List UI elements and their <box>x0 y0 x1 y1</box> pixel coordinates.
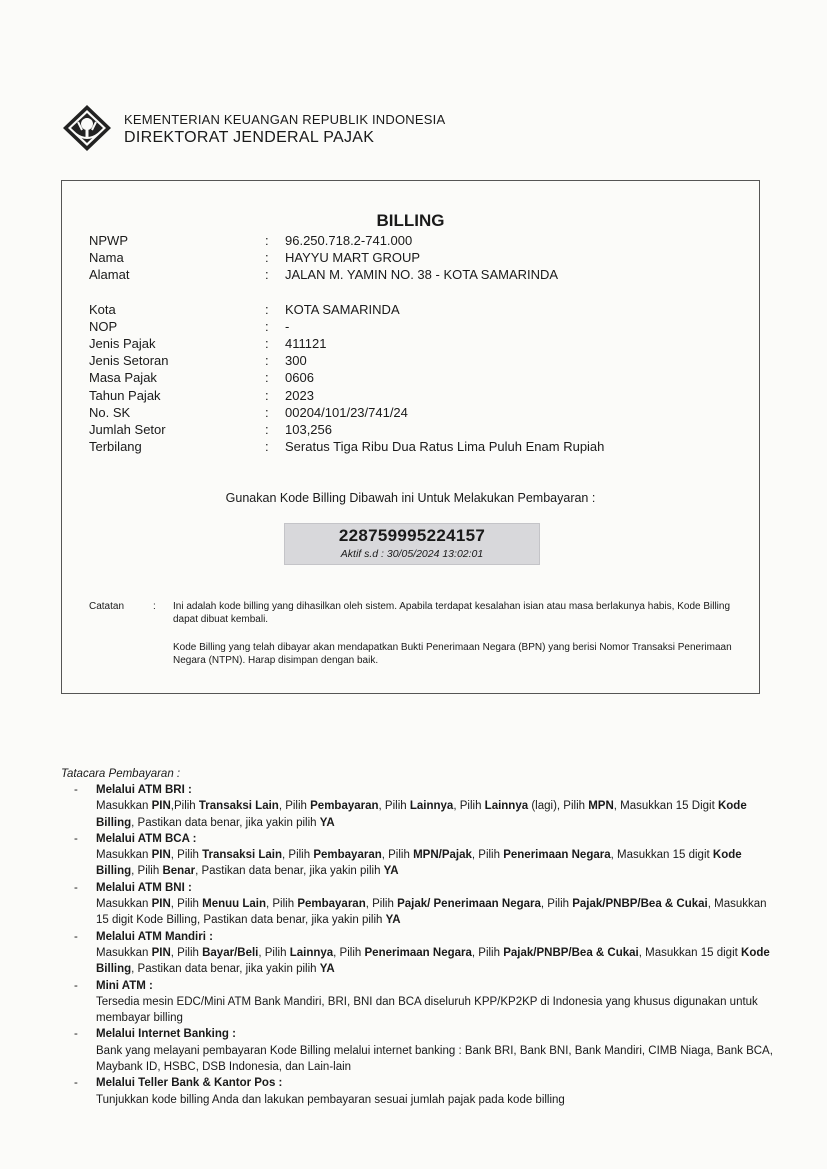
field-value: 103,256 <box>285 421 332 437</box>
field-value: 2023 <box>285 387 314 403</box>
bullet-dash: - <box>74 881 78 894</box>
method-keyword: Pajak/ Penerimaan Negara <box>397 898 541 911</box>
method-text: , Pilih <box>471 946 504 959</box>
method-keyword: MPN/Pajak <box>413 849 472 862</box>
method-text: , Pilih <box>170 946 203 959</box>
bullet-dash: - <box>74 832 78 845</box>
billing-field-row <box>89 250 729 267</box>
field-colon: : <box>265 439 269 455</box>
payment-method <box>74 880 774 929</box>
field-colon: : <box>265 267 269 283</box>
payment-method <box>74 1026 774 1075</box>
method-keyword: YA <box>319 963 335 976</box>
method-keyword: PIN <box>151 898 171 911</box>
field-colon: : <box>265 387 269 403</box>
billing-code-box <box>284 523 540 565</box>
field-label: Nama <box>89 250 124 266</box>
payment-method <box>74 929 774 978</box>
method-description <box>96 896 774 929</box>
method-keyword: Lainnya <box>409 800 454 813</box>
method-description <box>96 994 774 1027</box>
field-value: - <box>285 318 290 334</box>
method-keyword: Kode Billing <box>96 946 770 976</box>
method-description <box>96 1043 774 1076</box>
method-text: , Masukkan 15 Digit <box>613 800 718 813</box>
method-keyword: Pajak/PNBP/Bea & Cukai <box>503 946 639 959</box>
method-description <box>96 847 774 880</box>
field-value: 00204/101/23/741/24 <box>285 404 408 420</box>
method-text: ,Pilih <box>170 800 199 813</box>
payment-method <box>74 831 774 880</box>
field-colon: : <box>265 233 269 248</box>
billing-field-row <box>89 405 729 422</box>
field-colon: : <box>265 335 269 351</box>
method-keyword: Pembayaran <box>310 800 379 813</box>
method-text: , Pilih <box>381 849 414 862</box>
bullet-dash: - <box>74 784 78 796</box>
billing-fields <box>89 233 729 456</box>
field-value: 96.250.718.2-741.000 <box>285 233 413 248</box>
method-title: Melalui ATM BNI : <box>96 881 192 894</box>
method-text: , Pilih <box>170 898 203 911</box>
field-value: HAYYU MART GROUP <box>285 250 421 266</box>
method-keyword: YA <box>385 914 401 927</box>
field-label: Terbilang <box>89 439 142 455</box>
field-colon: : <box>265 301 269 317</box>
method-keyword: Pembayaran <box>313 849 382 862</box>
method-title: Melalui Teller Bank & Kantor Pos : <box>96 1077 283 1090</box>
field-value: 0606 <box>285 370 314 386</box>
method-keyword: Pajak/PNBP/Bea & Cukai <box>572 898 708 911</box>
method-keyword: Penerimaan Negara <box>364 946 472 959</box>
letterhead <box>62 104 482 154</box>
payment-instruction: Gunakan Kode Billing Dibawah ini Untuk Melakukan Pembayaran : <box>225 491 596 505</box>
method-keyword: PIN <box>151 849 171 862</box>
method-text: , Masukkan 15 digit Kode Billing, Pastikan data benar, jika yakin pilih <box>96 898 767 927</box>
method-keyword: Pembayaran <box>297 898 366 911</box>
method-title: Melalui ATM BRI : <box>96 784 192 796</box>
method-text: , Pastikan data benar, jika yakin pilih <box>131 963 320 976</box>
field-value: Seratus Tiga Ribu Dua Ratus Lima Puluh Enam Rupiah <box>285 439 605 455</box>
payment-method <box>74 782 774 831</box>
billing-code: 228759995224157 <box>338 526 486 545</box>
field-colon: : <box>265 318 269 334</box>
field-label: Tahun Pajak <box>89 387 161 403</box>
field-value: 300 <box>285 353 307 369</box>
billing-field-row <box>89 302 729 319</box>
field-label: NOP <box>89 318 118 334</box>
method-description <box>96 1092 774 1108</box>
method-text: (lagi), Pilih <box>528 800 589 813</box>
field-colon: : <box>265 250 269 266</box>
ministry-emblem-icon <box>62 104 112 152</box>
method-text: , Pilih <box>365 898 398 911</box>
field-label: Alamat <box>89 267 130 283</box>
note-paragraph-2: Kode Billing yang telah dibayar akan mendapatkan Bukti Penerimaan Negara (BPN) yang berisi Nomor Transaksi Penerimaan Negara (NTPN). Harap disimpan dengan baik. <box>173 642 732 666</box>
method-text: , Masukkan 15 digit <box>638 946 742 959</box>
field-label: Jenis Pajak <box>89 335 156 351</box>
payment-methods-list <box>74 782 774 1108</box>
method-text: , Pastikan data benar, jika yakin pilih <box>195 865 384 878</box>
billing-field-row <box>89 422 729 439</box>
method-description <box>96 798 774 831</box>
field-colon: : <box>265 404 269 420</box>
billing-field-row <box>89 267 729 284</box>
billing-field-row <box>89 439 729 456</box>
bullet-dash: - <box>74 1077 78 1090</box>
method-text: Tersedia mesin EDC/Mini ATM Bank Mandiri, BRI, BNI dan BCA diseluruh KPP/KP2KP di Indonesia yang khusus digunakan untuk membayar billing <box>96 995 758 1025</box>
directorate-name: DIREKTORAT JENDERAL PAJAK <box>124 129 375 146</box>
method-keyword: Bayar/Beli <box>202 946 259 959</box>
method-text: , Pilih <box>471 849 504 862</box>
note-paragraph-1: Ini adalah kode billing yang dihasilkan oleh sistem. Apabila terdapat kesalahan isian atau masa berlakunya habis, Kode Billing dapat dibuat kembali. <box>173 601 731 625</box>
billing-field-row <box>89 233 729 250</box>
field-colon: : <box>265 370 269 386</box>
active-until: Aktif s.d : 30/05/2024 13:02:01 <box>340 548 484 560</box>
field-label: Jumlah Setor <box>89 421 166 437</box>
method-title: Melalui ATM Mandiri : <box>96 930 213 943</box>
method-text: , Pilih <box>258 946 290 959</box>
method-keyword: Penerimaan Negara <box>503 849 611 862</box>
field-label: Jenis Setoran <box>89 353 169 369</box>
method-text: Masukkan <box>96 946 152 959</box>
method-keyword: YA <box>319 816 335 829</box>
method-title: Mini ATM : <box>96 979 153 992</box>
method-keyword: Menuu Lain <box>202 898 266 911</box>
billing-field-row <box>89 353 729 370</box>
billing-field-row <box>89 319 729 336</box>
note-label: Catatan <box>89 601 125 612</box>
billing-field-row <box>89 388 729 405</box>
field-value: KOTA SAMARINDA <box>285 301 400 317</box>
bullet-dash: - <box>74 979 78 992</box>
billing-field-row <box>89 336 729 353</box>
method-text: , Pilih <box>278 800 311 813</box>
method-text: , Pastikan data benar, jika yakin pilih <box>131 816 320 829</box>
method-keyword: PIN <box>151 800 171 813</box>
field-label: NPWP <box>89 233 128 248</box>
note-colon: : <box>153 601 156 612</box>
method-keyword: MPN <box>588 800 614 813</box>
method-keyword: Lainnya <box>289 946 334 959</box>
method-text: Tunjukkan kode billing Anda dan lakukan pembayaran sesuai jumlah pajak pada kode billing <box>96 1093 565 1106</box>
field-label: No. SK <box>89 404 131 420</box>
method-keyword: Benar <box>162 865 196 878</box>
field-value: JALAN M. YAMIN NO. 38 - KOTA SAMARINDA <box>285 267 559 283</box>
bullet-dash: - <box>74 1028 78 1041</box>
method-text: , Pilih <box>453 800 485 813</box>
method-keyword: PIN <box>151 946 171 959</box>
ministry-name: KEMENTERIAN KEUANGAN REPUBLIK INDONESIA <box>124 112 446 127</box>
method-title: Melalui ATM BCA : <box>96 832 197 845</box>
field-value: 411121 <box>285 335 327 351</box>
method-text: , Pilih <box>266 898 298 911</box>
billing-box <box>61 180 760 694</box>
field-label: Masa Pajak <box>89 370 157 386</box>
method-keyword: Lainnya <box>484 800 529 813</box>
payment-method <box>74 978 774 1027</box>
method-text: , Pilih <box>378 800 410 813</box>
billing-title: BILLING <box>376 211 445 230</box>
method-text: Masukkan <box>96 849 152 862</box>
billing-field-row <box>89 370 729 387</box>
method-title: Melalui Internet Banking : <box>96 1028 236 1041</box>
method-keyword: Kode Billing <box>96 849 742 878</box>
payment-methods-title: Tatacara Pembayaran : <box>61 768 181 780</box>
payment-method <box>74 1075 774 1108</box>
method-text: Bank yang melayani pembayaran Kode Billing melalui internet banking : Bank BRI, Bank BNI, Bank Mandiri, CIMB Niaga, Bank BCA, Maybank ID, HSBC, DSB Indonesia, dan Lain-lain <box>96 1044 773 1074</box>
method-text: , Pilih <box>333 946 365 959</box>
method-text: , Pilih <box>282 849 314 862</box>
method-text: Masukkan <box>96 898 152 911</box>
bullet-dash: - <box>74 930 78 943</box>
method-keyword: YA <box>383 865 399 878</box>
method-description <box>96 945 774 978</box>
field-colon: : <box>265 421 269 437</box>
method-text: , Pilih <box>131 865 163 878</box>
method-text: , Masukkan 15 digit <box>610 849 713 862</box>
method-keyword: Transaksi Lain <box>202 849 283 862</box>
field-label: Kota <box>89 301 116 317</box>
field-colon: : <box>265 353 269 369</box>
method-text: Masukkan <box>96 800 152 813</box>
method-keyword: Kode Billing <box>96 800 747 829</box>
method-keyword: Transaksi Lain <box>198 800 279 813</box>
method-text: , Pilih <box>170 849 203 862</box>
method-text: , Pilih <box>540 898 573 911</box>
